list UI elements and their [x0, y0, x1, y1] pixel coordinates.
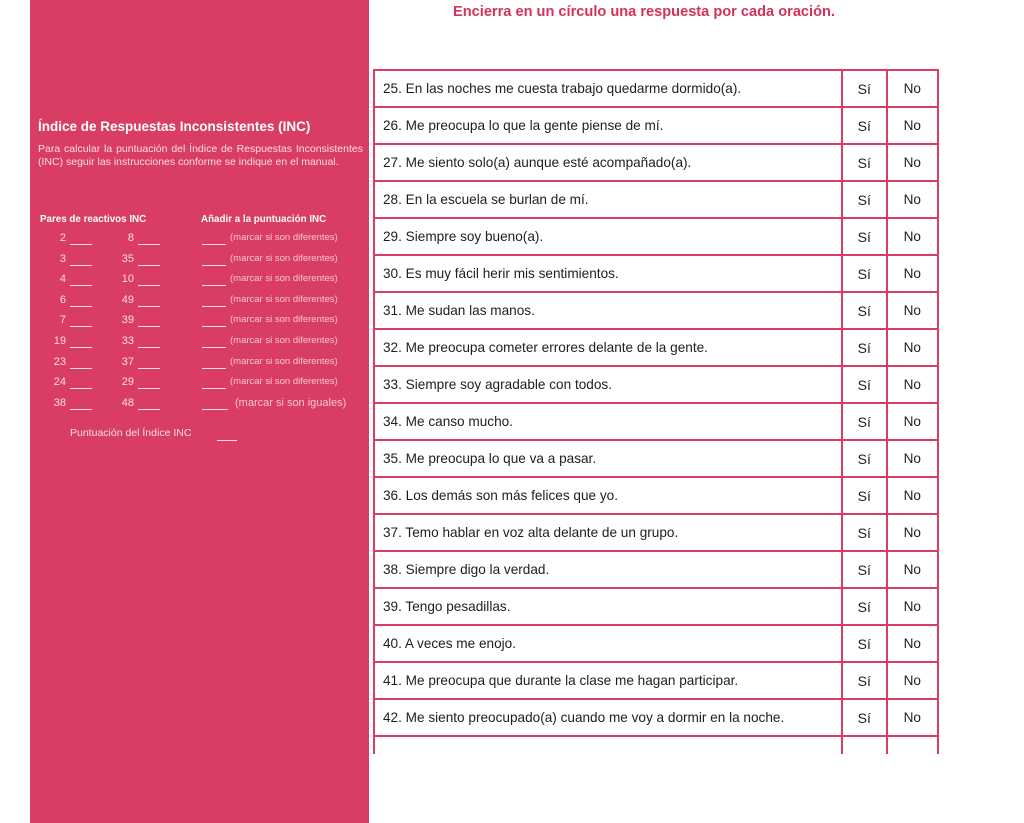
- question-text: 39. Tengo pesadillas.: [374, 588, 842, 625]
- question-text: 38. Siempre digo la verdad.: [374, 551, 842, 588]
- add-header: Añadir a la puntuación INC: [201, 214, 327, 225]
- answer-si[interactable]: Sí: [842, 440, 887, 477]
- inc-score-label: Puntuación del Índice INC: [70, 427, 192, 439]
- pair-blank-a[interactable]: [70, 306, 92, 307]
- inc-pair-row: [30, 232, 369, 252]
- answer-no[interactable]: No: [887, 699, 938, 736]
- answer-no[interactable]: No: [887, 144, 938, 181]
- pair-score-blank[interactable]: [202, 244, 226, 245]
- question-row: [374, 662, 938, 699]
- answer-no[interactable]: No: [887, 366, 938, 403]
- answer-no[interactable]: No: [887, 440, 938, 477]
- pair-blank-b[interactable]: [138, 244, 160, 245]
- pair-blank-a[interactable]: [70, 388, 92, 389]
- answer-si[interactable]: Sí: [842, 551, 887, 588]
- pair-item-b: 8: [127, 232, 134, 244]
- pair-blank-a[interactable]: [70, 409, 92, 410]
- answer-no[interactable]: No: [887, 477, 938, 514]
- answer-si[interactable]: Sí: [842, 329, 887, 366]
- answer-no[interactable]: No: [887, 107, 938, 144]
- pair-blank-a[interactable]: [70, 368, 92, 369]
- answer-no[interactable]: No: [887, 514, 938, 551]
- question-row: [374, 699, 938, 736]
- question-row: [374, 144, 938, 181]
- question-row: [374, 255, 938, 292]
- question-text: 32. Me preocupa cometer errores delante de la gente.: [374, 329, 842, 366]
- pair-score-blank[interactable]: [202, 347, 226, 348]
- answer-no[interactable]: No: [887, 181, 938, 218]
- pair-blank-b[interactable]: [138, 306, 160, 307]
- answer-si[interactable]: Sí: [842, 218, 887, 255]
- question-row: [374, 292, 938, 329]
- question-text: 29. Siempre soy bueno(a).: [374, 218, 842, 255]
- pair-item-b: 48: [121, 396, 134, 409]
- question-text: 31. Me sudan las manos.: [374, 292, 842, 329]
- answer-si[interactable]: Sí: [842, 181, 887, 218]
- question-row-partial: [374, 736, 938, 754]
- inc-pair-row: [30, 294, 369, 314]
- question-row: [374, 218, 938, 255]
- pair-hint: (marcar si son diferentes): [230, 376, 338, 388]
- inc-pair-row: [30, 335, 369, 355]
- pair-item-a: 4: [59, 273, 66, 286]
- question-text: 30. Es muy fácil herir mis sentimientos.: [374, 255, 842, 292]
- pair-item-a: 19: [53, 335, 66, 347]
- pair-item-b: 35: [121, 252, 134, 265]
- pair-blank-b[interactable]: [138, 388, 160, 389]
- answer-no[interactable]: No: [887, 588, 938, 625]
- question-row: [374, 70, 938, 107]
- pair-hint: (marcar si son diferentes): [230, 273, 338, 285]
- inc-pair-row: [30, 376, 369, 396]
- pair-score-blank[interactable]: [202, 368, 226, 369]
- inc-title: Índice de Respuestas Inconsistentes (INC): [38, 119, 311, 134]
- question-row: [374, 329, 938, 366]
- pair-item-a: 7: [59, 314, 66, 327]
- inc-pair-row: [30, 253, 369, 273]
- question-text: 42. Me siento preocupado(a) cuando me voy a dormir en la noche.: [374, 699, 842, 736]
- pair-item-a: 23: [53, 355, 66, 368]
- answer-no[interactable]: No: [887, 255, 938, 292]
- question-row: [374, 514, 938, 551]
- pair-item-b: 33: [121, 335, 134, 347]
- question-row: [374, 588, 938, 625]
- answer-si[interactable]: Sí: [842, 255, 887, 292]
- answer-no[interactable]: No: [887, 403, 938, 440]
- pair-blank-b[interactable]: [138, 347, 160, 348]
- answer-si[interactable]: Sí: [842, 144, 887, 181]
- answer-no[interactable]: [887, 736, 938, 754]
- answer-no[interactable]: No: [887, 662, 938, 699]
- question-text: 34. Me canso mucho.: [374, 403, 842, 440]
- answer-si[interactable]: Sí: [842, 588, 887, 625]
- question-text: 33. Siempre soy agradable con todos.: [374, 366, 842, 403]
- pair-item-b: 29: [121, 376, 134, 389]
- inc-instructions: Para calcular la puntuación del Índice de Respuestas Inconsistentes (INC) seguir las instrucciones conforme se indique en el manual.: [38, 143, 363, 168]
- question-row: [374, 366, 938, 403]
- pair-item-a: 6: [59, 293, 66, 306]
- pair-blank-b[interactable]: [138, 326, 160, 327]
- inc-score-blank[interactable]: [217, 440, 237, 441]
- pair-blank-b[interactable]: [138, 409, 160, 410]
- question-row: [374, 625, 938, 662]
- question-text: 37. Temo hablar en voz alta delante de un grupo.: [374, 514, 842, 551]
- answer-si[interactable]: Sí: [842, 699, 887, 736]
- pair-blank-a[interactable]: [70, 285, 92, 286]
- answer-no[interactable]: No: [887, 625, 938, 662]
- pair-item-a: 24: [53, 376, 66, 389]
- pair-hint: (marcar si son diferentes): [230, 314, 338, 326]
- instruction-text: Encierra en un círculo una respuesta por cada oración.: [453, 4, 835, 20]
- pair-hint: (marcar si son diferentes): [230, 232, 338, 243]
- pair-blank-a[interactable]: [70, 244, 92, 245]
- inc-pair-row: [30, 314, 369, 334]
- question-text: 25. En las noches me cuesta trabajo quedarme dormido(a).: [374, 70, 842, 107]
- question-text: 28. En la escuela se burlan de mí.: [374, 181, 842, 218]
- answer-si[interactable]: Sí: [842, 70, 887, 107]
- question-row: [374, 477, 938, 514]
- question-row: [374, 181, 938, 218]
- pair-hint: (marcar si son diferentes): [230, 252, 338, 264]
- question-row: [374, 107, 938, 144]
- answer-no[interactable]: No: [887, 70, 938, 107]
- question-text: [374, 736, 842, 754]
- pair-score-blank[interactable]: [202, 285, 226, 286]
- pairs-header: Pares de reactivos INC: [40, 214, 147, 225]
- answer-no[interactable]: No: [887, 292, 938, 329]
- answer-si[interactable]: Sí: [842, 514, 887, 551]
- pair-hint: (marcar si son iguales): [235, 396, 347, 409]
- question-text: 41. Me preocupa que durante la clase me hagan participar.: [374, 662, 842, 699]
- pair-blank-b[interactable]: [138, 368, 160, 369]
- question-row: [374, 551, 938, 588]
- answer-no[interactable]: No: [887, 329, 938, 366]
- pair-item-b: 49: [121, 293, 134, 306]
- inc-pair-row: [30, 397, 369, 417]
- pair-blank-b[interactable]: [138, 265, 160, 266]
- pair-item-b: 37: [121, 355, 134, 368]
- question-row: [374, 403, 938, 440]
- pair-score-blank[interactable]: [202, 306, 226, 307]
- inc-panel: [30, 0, 369, 823]
- question-text: 26. Me preocupa lo que la gente piense de mí.: [374, 107, 842, 144]
- question-text: 36. Los demás son más felices que yo.: [374, 477, 842, 514]
- questions-table: [373, 69, 939, 754]
- answer-no[interactable]: No: [887, 551, 938, 588]
- answer-si[interactable]: Sí: [842, 366, 887, 403]
- pair-score-blank[interactable]: [202, 265, 226, 266]
- answer-si[interactable]: [842, 736, 887, 754]
- pair-hint: (marcar si son diferentes): [230, 293, 338, 305]
- pair-score-blank[interactable]: [202, 409, 228, 410]
- answer-si[interactable]: Sí: [842, 477, 887, 514]
- pair-item-a: 38: [53, 396, 66, 409]
- pair-hint: (marcar si son diferentes): [230, 355, 338, 367]
- answer-si[interactable]: Sí: [842, 662, 887, 699]
- pair-score-blank[interactable]: [202, 388, 226, 389]
- question-row: [374, 440, 938, 477]
- answer-si[interactable]: Sí: [842, 292, 887, 329]
- question-text: 35. Me preocupa lo que va a pasar.: [374, 440, 842, 477]
- answer-si[interactable]: Sí: [842, 625, 887, 662]
- inc-pair-row: [30, 356, 369, 376]
- pair-item-b: 39: [121, 314, 134, 327]
- pair-blank-a[interactable]: [70, 265, 92, 266]
- pair-score-blank[interactable]: [202, 326, 226, 327]
- pair-blank-b[interactable]: [138, 285, 160, 286]
- pair-hint: (marcar si son diferentes): [230, 335, 338, 346]
- pair-item-a: 2: [59, 232, 66, 244]
- answer-si[interactable]: Sí: [842, 403, 887, 440]
- inc-pair-row: [30, 273, 369, 293]
- pair-blank-a[interactable]: [70, 347, 92, 348]
- pair-blank-a[interactable]: [70, 326, 92, 327]
- question-text: 40. A veces me enojo.: [374, 625, 842, 662]
- answer-si[interactable]: Sí: [842, 107, 887, 144]
- pair-item-b: 10: [121, 273, 134, 286]
- pair-item-a: 3: [59, 252, 66, 265]
- question-text: 27. Me siento solo(a) aunque esté acompañado(a).: [374, 144, 842, 181]
- answer-no[interactable]: No: [887, 218, 938, 255]
